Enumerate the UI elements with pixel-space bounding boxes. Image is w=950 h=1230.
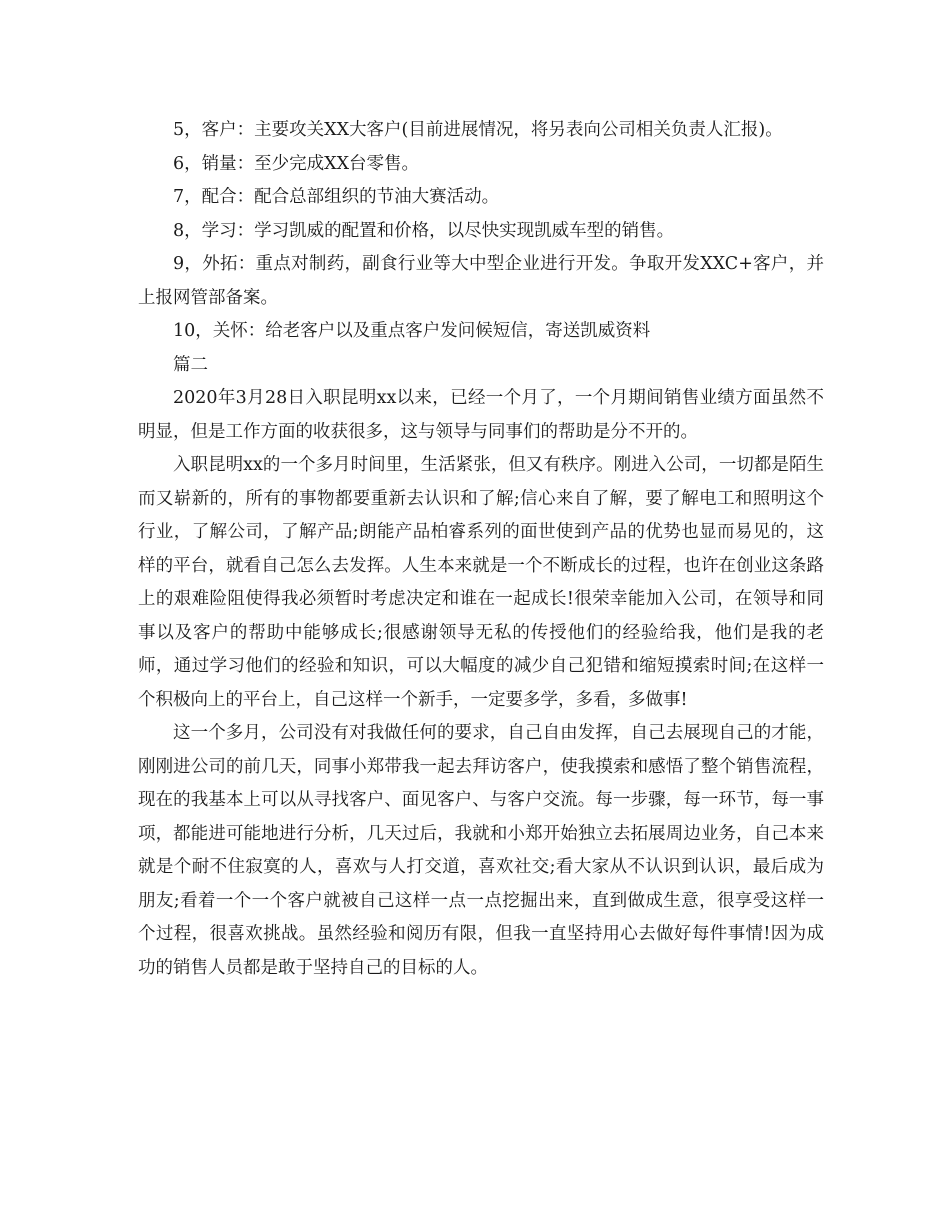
- list-item-sales-volume: 6，销量：至少完成XX台零售。: [173, 153, 420, 174]
- list-item-learning: 8，学习：学习凯威的配置和价格，以尽快实现凯威车型的销售。: [173, 220, 675, 241]
- list-item-care: 10，关怀：给老客户以及重点客户发问候短信，寄送凯威资料: [173, 321, 651, 341]
- section-heading: 篇二: [173, 354, 208, 375]
- document-body: [138, 114, 824, 985]
- paragraph-intro: 2020年3月28日入职昆明xx以来，已经一个月了，一个月期间销售业绩方面虽然不明显，但是工作方面的收获很多，这与领导与同事们的帮助是分不开的。: [138, 388, 824, 442]
- paragraph-month-review: 这一个多月，公司没有对我做任何的要求，自己自由发挥，自己去展现自己的才能，刚刚进公司的前几天，同事小郑带我一起去拜访客户，使我摸索和感悟了整个销售流程，现在的我基本上可以从寻找客户、面见客户、与客户交流。每一步骤，每一环节，每一事项，都能进可能地进行分析，几天过后，我就和小郑开始独立去拓展周边业务，自己本来就是个耐不住寂寞的人，喜欢与人打交道，喜欢社交;看大家从不认识到认识，最后成为朋友;看着一个一个客户就被自己这样一点一点挖掘出来，直到做成生意，很享受这样一个过程，很喜欢挑战。虽然经验和阅历有限，但我一直坚持用心去做好每件事情!因为成功的销售人员都是敢于坚持自己的目标的人。: [138, 723, 824, 978]
- paragraph-experience: 入职昆明xx的一个多月时间里，生活紧张，但又有秩序。刚进入公司，一切都是陌生而又崭新的，所有的事物都要重新去认识和了解;信心来自了解，要了解电工和照明这个行业，了解公司，了解产品;朗能产品柏睿系列的面世使到产品的优势也显而易见的，这样的平台，就看自己怎么去发挥。人生本来就是一个不断成长的过程，也许在创业这条路上的艰难险阻使得我必须暂时考虑决定和谁在一起成长!很荣幸能加入公司，在领导和同事以及客户的帮助中能够成长;很感谢领导无私的传授他们的经验给我，他们是我的老师，通过学习他们的经验和知识，可以大幅度的减少自己犯错和缩短摸索时间;在这样一个积极向上的平台上，自己这样一个新手，一定要多学，多看，多做事!: [138, 455, 824, 710]
- list-item-cooperation: 7，配合：配合总部组织的节油大赛活动。: [173, 187, 500, 207]
- list-item-customer: 5，客户：主要攻关XX大客户(目前进展情况，将另表向公司相关负责人汇报)。: [173, 120, 783, 140]
- list-item-expansion: 9，外拓：重点对制药，副食行业等大中型企业进行开发。争取开发XXC+客户，并上报网管部备案。: [138, 254, 824, 308]
